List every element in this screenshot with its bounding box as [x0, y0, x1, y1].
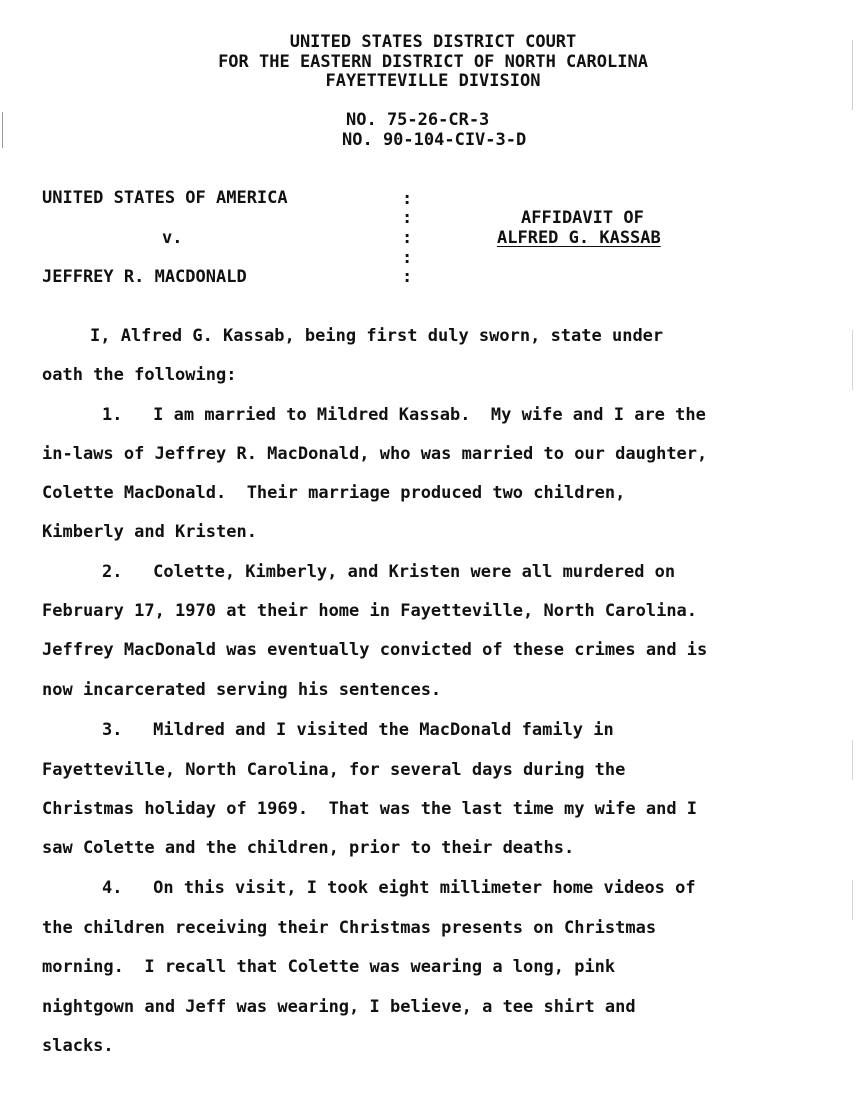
case-number-criminal: NO. 75-26-CR-3: [346, 110, 490, 130]
paragraph-4-line: slacks.: [42, 1036, 114, 1056]
paragraph-3-line: Christmas holiday of 1969. That was the last time my wife and I: [42, 799, 698, 819]
plaintiff-name: UNITED STATES OF AMERICA: [42, 188, 288, 208]
paragraph-1-line: in-laws of Jeffrey R. MacDonald, who was married to our daughter,: [42, 444, 708, 464]
paragraph-3-line: saw Colette and the children, prior to their deaths.: [42, 838, 575, 858]
paragraph-4-line: nightgown and Jeff was wearing, I believe, a tee shirt and: [42, 997, 636, 1017]
paragraph-2-line: now incarcerated serving his sentences.: [42, 680, 442, 700]
scan-edge-mark: [852, 740, 853, 780]
scan-edge-mark: [2, 112, 3, 148]
paragraph-2-line: 2. Colette, Kimberly, and Kristen were all murdered on: [102, 562, 676, 582]
versus: v.: [162, 228, 183, 248]
court-division: FAYETTEVILLE DIVISION: [325, 71, 541, 91]
paragraph-3-line: 3. Mildred and I visited the MacDonald family in: [102, 720, 614, 740]
paragraph-2-line: Jeffrey MacDonald was eventually convicted of these crimes and is: [42, 640, 708, 660]
paragraph-3-line: Fayetteville, North Carolina, for several days during the: [42, 760, 626, 780]
paragraph-4-line: morning. I recall that Colette was wearing a long, pink: [42, 957, 616, 977]
paragraph-4-line: the children receiving their Christmas presents on Christmas: [42, 918, 657, 938]
caption-colon: :: [402, 267, 413, 287]
caption-colon: :: [402, 248, 413, 268]
caption-colon: :: [402, 228, 413, 248]
caption-colon: :: [402, 189, 413, 209]
scan-edge-mark: [852, 330, 853, 390]
document-title-line-1: AFFIDAVIT OF: [521, 208, 644, 228]
paragraph-1-line: 1. I am married to Mildred Kassab. My wife and I are the: [102, 405, 706, 425]
paragraph-1-line: Kimberly and Kristen.: [42, 522, 257, 542]
paragraph-4-line: 4. On this visit, I took eight millimeter home videos of: [102, 878, 696, 898]
body-line: I, Alfred G. Kassab, being first duly sworn, state under: [90, 326, 664, 346]
court-name-line-1: UNITED STATES DISTRICT COURT: [289, 32, 577, 52]
paragraph-2-line: February 17, 1970 at their home in Fayetteville, North Carolina.: [42, 601, 698, 621]
court-name-line-2: FOR THE EASTERN DISTRICT OF NORTH CAROLINA: [218, 52, 648, 72]
body-line: oath the following:: [42, 365, 237, 385]
paragraph-1-line: Colette MacDonald. Their marriage produced two children,: [42, 483, 626, 503]
defendant-name: JEFFREY R. MACDONALD: [42, 267, 247, 287]
caption-colon: :: [402, 208, 413, 228]
document-title-line-2: ALFRED G. KASSAB: [497, 228, 661, 248]
case-number-civil: NO. 90-104-CIV-3-D: [342, 130, 527, 150]
